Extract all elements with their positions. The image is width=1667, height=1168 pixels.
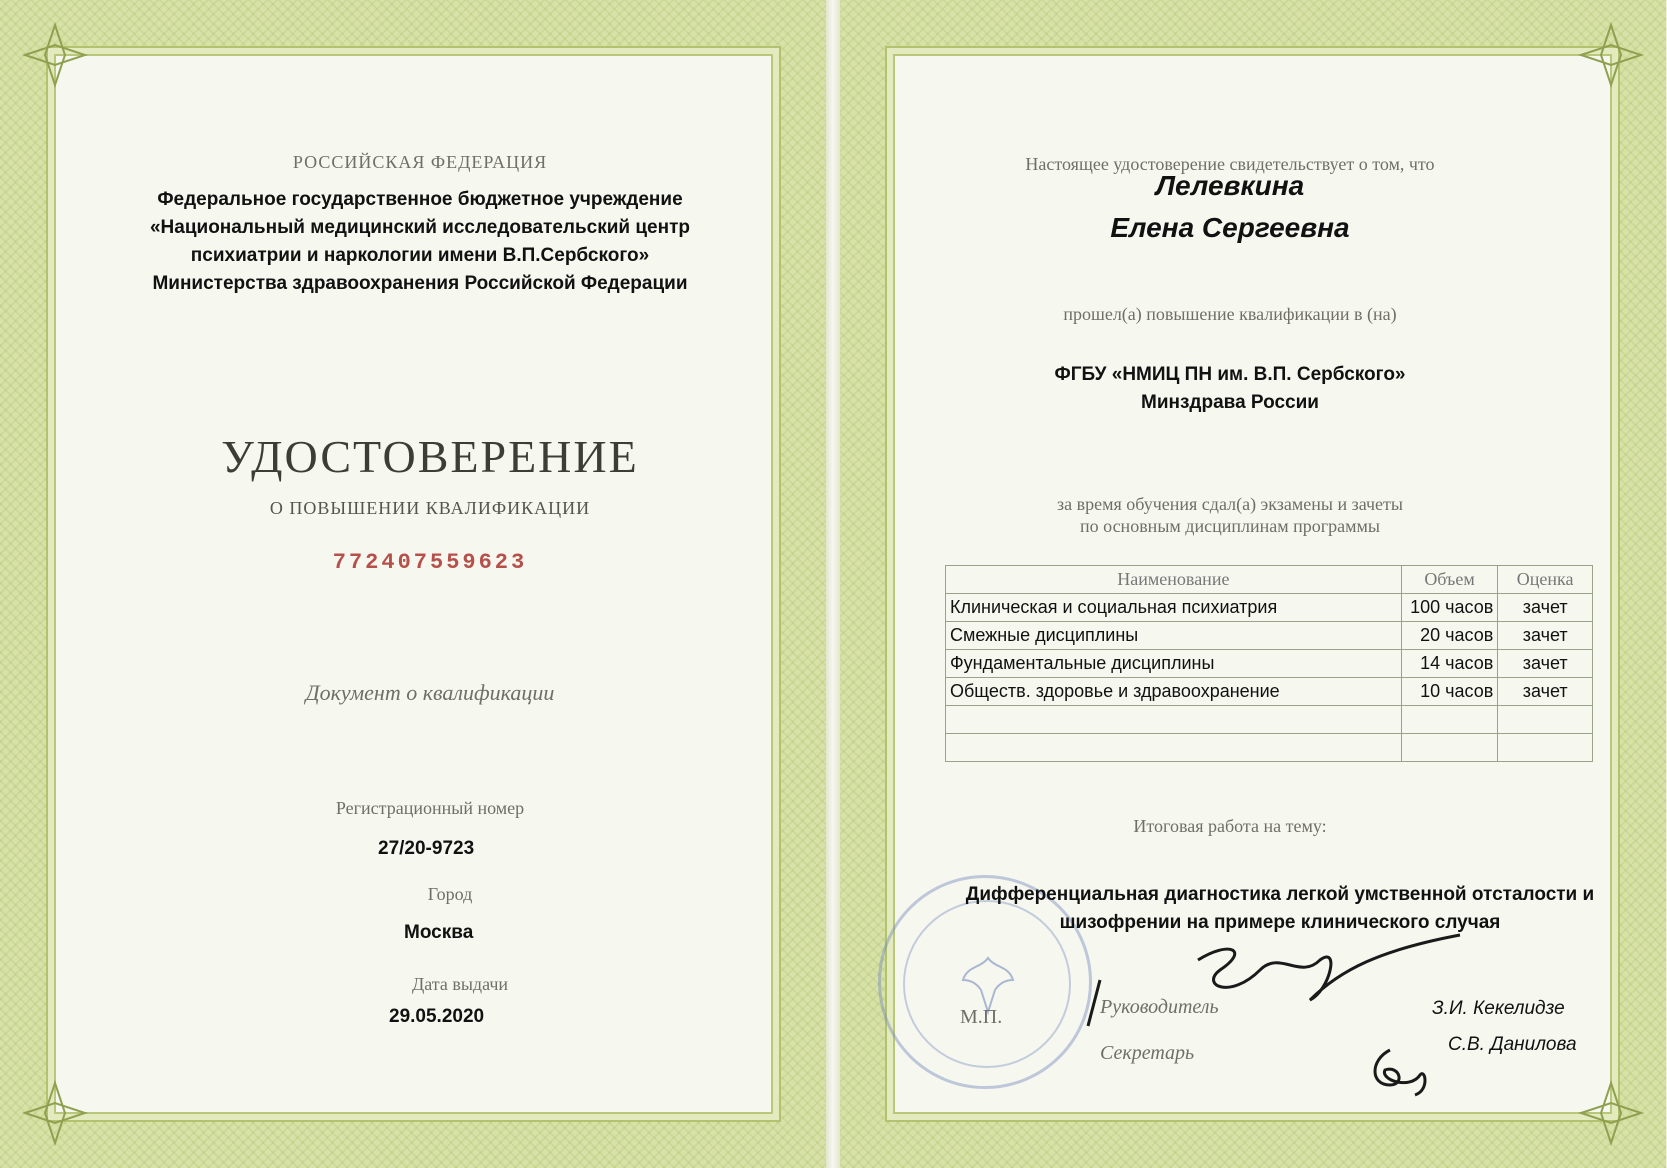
ornament-icon bbox=[1576, 20, 1646, 90]
table-row bbox=[946, 678, 1593, 706]
subject-hours: 20 часов bbox=[1401, 622, 1498, 650]
table-row bbox=[946, 734, 1593, 762]
holder-given-names: Елена Сергеевна bbox=[1110, 212, 1350, 243]
exams-text: за время обучения сдал(а) экзамены и зачеты bbox=[1056, 494, 1404, 514]
subject-hours bbox=[1401, 734, 1498, 762]
subject-hours: 100 часов bbox=[1401, 594, 1498, 622]
table-header-row bbox=[946, 566, 1593, 594]
city-label: Город bbox=[427, 884, 473, 904]
ornament-icon bbox=[1576, 1078, 1646, 1148]
subject-grade: зачет bbox=[1498, 594, 1593, 622]
table-row bbox=[946, 622, 1593, 650]
table-row bbox=[946, 594, 1593, 622]
organization-line: ФГБУ «НМИЦ ПН им. В.П. Сербского» bbox=[1054, 364, 1406, 385]
subject-grade: зачет bbox=[1498, 678, 1593, 706]
secretary-name: С.В. Данилова bbox=[1448, 1034, 1577, 1055]
registration-label: Регистрационный номер bbox=[335, 798, 525, 818]
holder-surname: Лелевкина bbox=[1155, 170, 1305, 201]
subject-name bbox=[946, 706, 1402, 734]
column-header: Наименование bbox=[946, 566, 1402, 594]
final-work-topic: шизофрении на примере клинического случая bbox=[1059, 912, 1501, 933]
ornament-icon bbox=[20, 1078, 90, 1148]
subject-grade bbox=[1498, 706, 1593, 734]
head-label: Руководитель bbox=[1100, 996, 1219, 1018]
table-row bbox=[946, 706, 1593, 734]
intro-text: Настоящее удостоверение свидетельствует о том, что bbox=[1025, 154, 1435, 174]
country-label: РОССИЙСКАЯ ФЕДЕРАЦИЯ bbox=[292, 152, 548, 172]
exams-text: по основным дисциплинам программы bbox=[1079, 516, 1380, 536]
issue-date-label: Дата выдачи bbox=[411, 974, 509, 994]
institution-line: Федеральное государственное бюджетное учреждение bbox=[157, 189, 683, 210]
ornament-icon bbox=[20, 20, 90, 90]
subject-name: Смежные дисциплины bbox=[946, 622, 1402, 650]
subject-grade: зачет bbox=[1498, 650, 1593, 678]
column-header: Оценка bbox=[1498, 566, 1593, 594]
institution-line: «Национальный медицинский исследовательский центр bbox=[149, 217, 691, 238]
subjects-table bbox=[945, 565, 1593, 762]
subject-name: Фундаментальные дисциплины bbox=[946, 650, 1402, 678]
institution-name bbox=[140, 186, 700, 298]
subject-name: Клиническая и социальная психиатрия bbox=[946, 594, 1402, 622]
final-work-topic: Дифференциальная диагностика легкой умственной отсталости и bbox=[965, 884, 1595, 905]
official-seal bbox=[878, 875, 1092, 1089]
document-subtitle: О ПОВЫШЕНИИ КВАЛИФИКАЦИИ bbox=[269, 498, 591, 518]
secretary-label: Секретарь bbox=[1100, 1042, 1195, 1064]
secretary-signature bbox=[1360, 1040, 1440, 1100]
city-value: Москва bbox=[404, 922, 474, 943]
subject-name: Обществ. здоровье и здравоохранение bbox=[946, 678, 1402, 706]
subject-grade: зачет bbox=[1498, 622, 1593, 650]
issue-date: 29.05.2020 bbox=[389, 1006, 485, 1027]
pen-stroke bbox=[1084, 978, 1104, 1028]
document-title: УДОСТОВЕРЕНИЕ bbox=[221, 431, 639, 482]
head-signature bbox=[1190, 930, 1470, 1020]
document-type: Документ о квалификации bbox=[305, 680, 555, 705]
column-header: Объем bbox=[1401, 566, 1498, 594]
seal-label: М.П. bbox=[960, 1006, 1003, 1028]
book-spine bbox=[826, 0, 840, 1168]
institution-line: психиатрии и наркологии имени В.П.Сербского» bbox=[190, 245, 650, 266]
subject-hours: 14 часов bbox=[1401, 650, 1498, 678]
subject-grade bbox=[1498, 734, 1593, 762]
institution-line: Министерства здравоохранения Российской Федерации bbox=[152, 273, 688, 294]
passed-text: прошел(а) повышение квалификации в (на) bbox=[1063, 304, 1397, 324]
subject-name bbox=[946, 734, 1402, 762]
organization-line: Минздрава России bbox=[1141, 392, 1319, 413]
subject-hours: 10 часов bbox=[1401, 678, 1498, 706]
subject-hours bbox=[1401, 706, 1498, 734]
serial-number: 772407559623 bbox=[332, 550, 528, 575]
table-row bbox=[946, 650, 1593, 678]
registration-number: 27/20-9723 bbox=[378, 838, 475, 859]
head-name: З.И. Кекелидзе bbox=[1432, 998, 1565, 1019]
final-work-label: Итоговая работа на тему: bbox=[1133, 816, 1327, 836]
